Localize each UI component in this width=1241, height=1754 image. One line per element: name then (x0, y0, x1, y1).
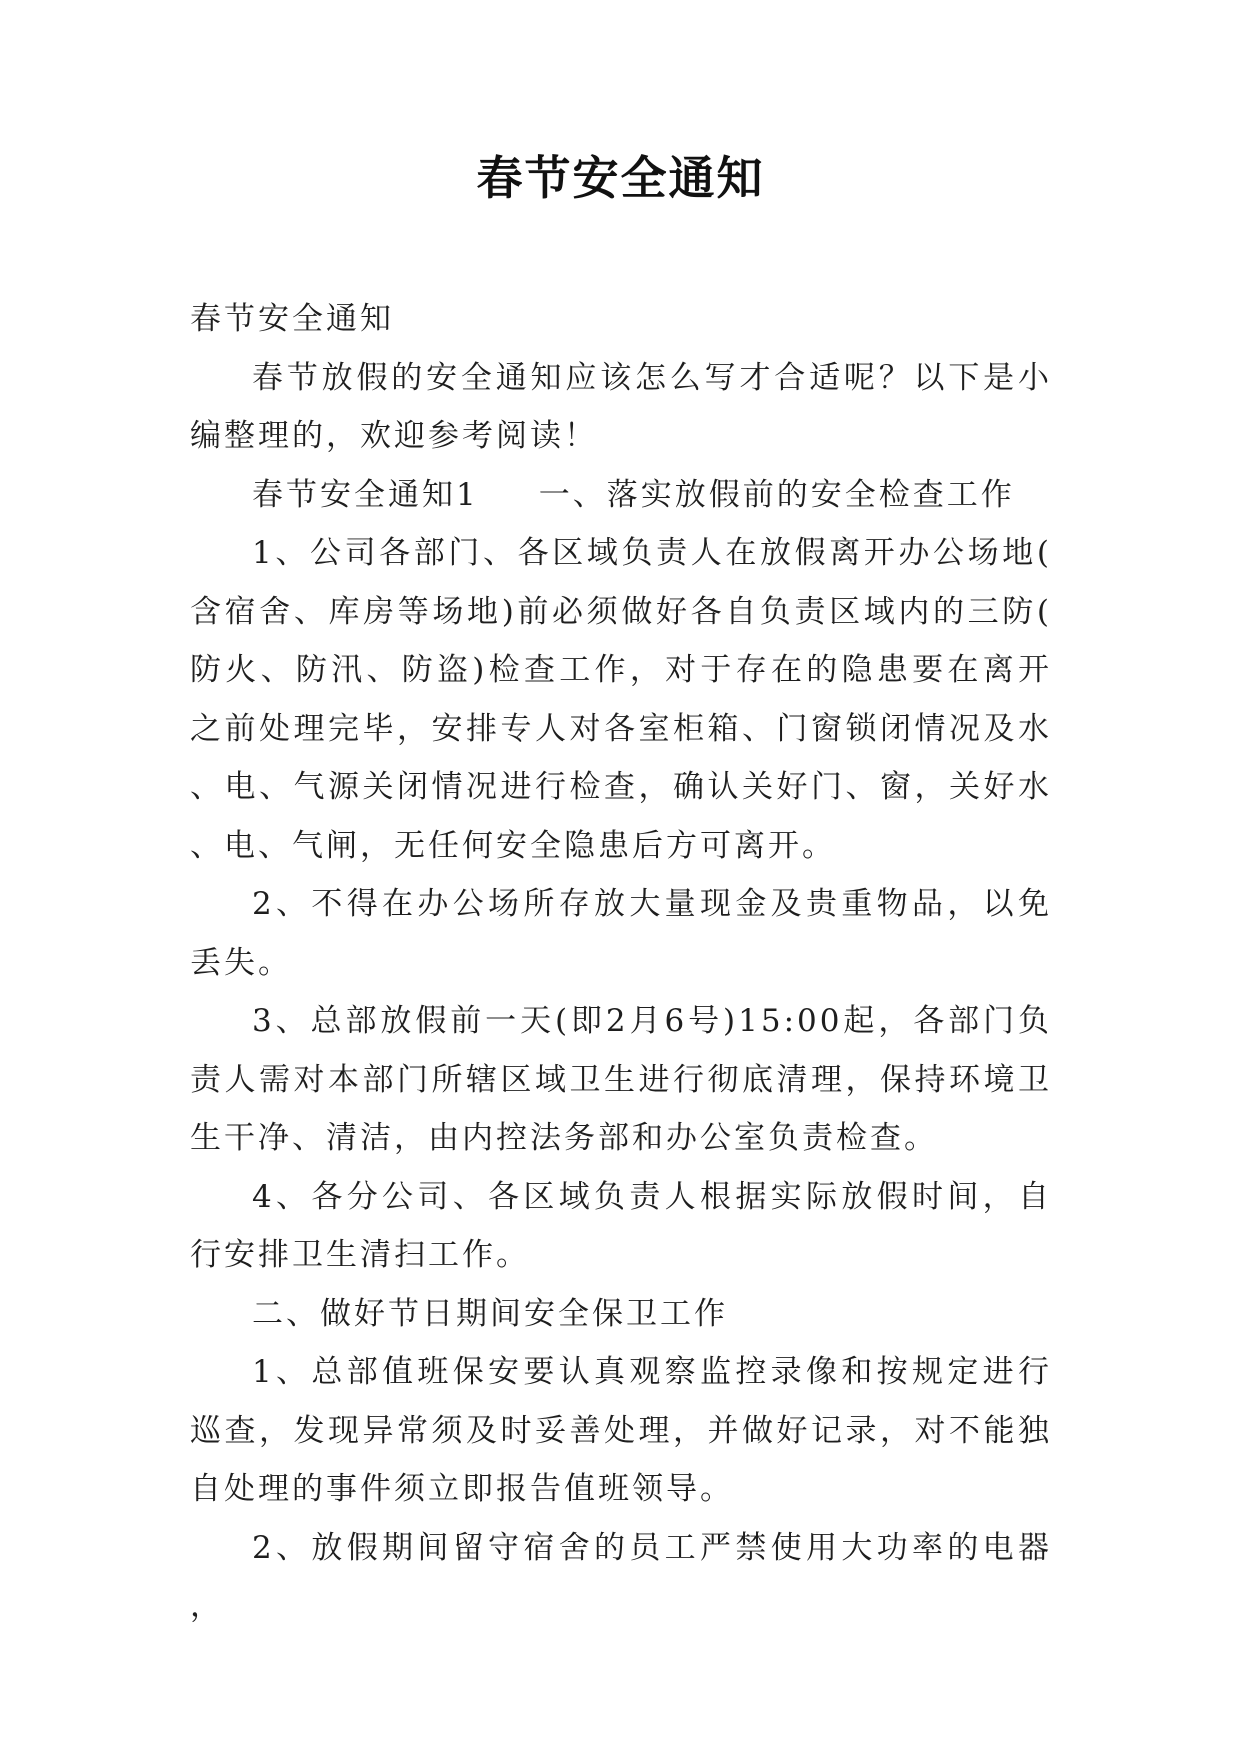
paragraph-section-line (190, 466, 1052, 525)
paragraph-item-1-1: 1、公司各部门、各区域负责人在放假离开办公场地(含宿舍、库房等场地)前必须做好各自负责区域内的三防(防火、防汛、防盗)检查工作，对于存在的隐患要在离开之前处理完毕，安排专人对各室柜箱、门窗锁闭情况及水、电、气源关闭情况进行检查，确认关好门、窗，关好水、电、气闸，无任何安全隐患后方可离开。 (190, 535, 1052, 864)
notice-number-label: 春节安全通知1 (252, 476, 479, 513)
section-heading-2: 二、做好节日期间安全保卫工作 (252, 1295, 728, 1332)
paragraph-item-1-3: 3、总部放假前一天(即2月6号)15:00起，各部门负责人需对本部门所辖区域卫生进行彻底清理，保持环境卫生干净、清洁，由内控法务部和办公室负责检查。 (190, 1003, 1052, 1156)
section-heading-1: 一、落实放假前的安全检查工作 (538, 476, 1015, 513)
document-body (190, 290, 1052, 1636)
paragraph-item-2-1: 1、总部值班保安要认真观察监控录像和按规定进行巡查，发现异常须及时妥善处理，并做好记录，对不能独自处理的事件须立即报告值班领导。 (190, 1354, 1052, 1507)
document-title: 春节安全通知 (476, 151, 765, 205)
paragraph-intro: 春节放假的安全通知应该怎么写才合适呢？以下是小编整理的，欢迎参考阅读！ (190, 359, 1052, 454)
paragraph-item-1-2: 2、不得在办公场所存放大量现金及贵重物品，以免丢失。 (190, 886, 1052, 981)
paragraph-item-2-2: 2、放假期间留守宿舍的员工严禁使用大功率的电器， (190, 1529, 1052, 1624)
paragraph-item-1-4: 4、各分公司、各区域负责人根据实际放假时间，自行安排卫生清扫工作。 (190, 1178, 1052, 1273)
paragraph-heading: 春节安全通知 (190, 301, 394, 337)
